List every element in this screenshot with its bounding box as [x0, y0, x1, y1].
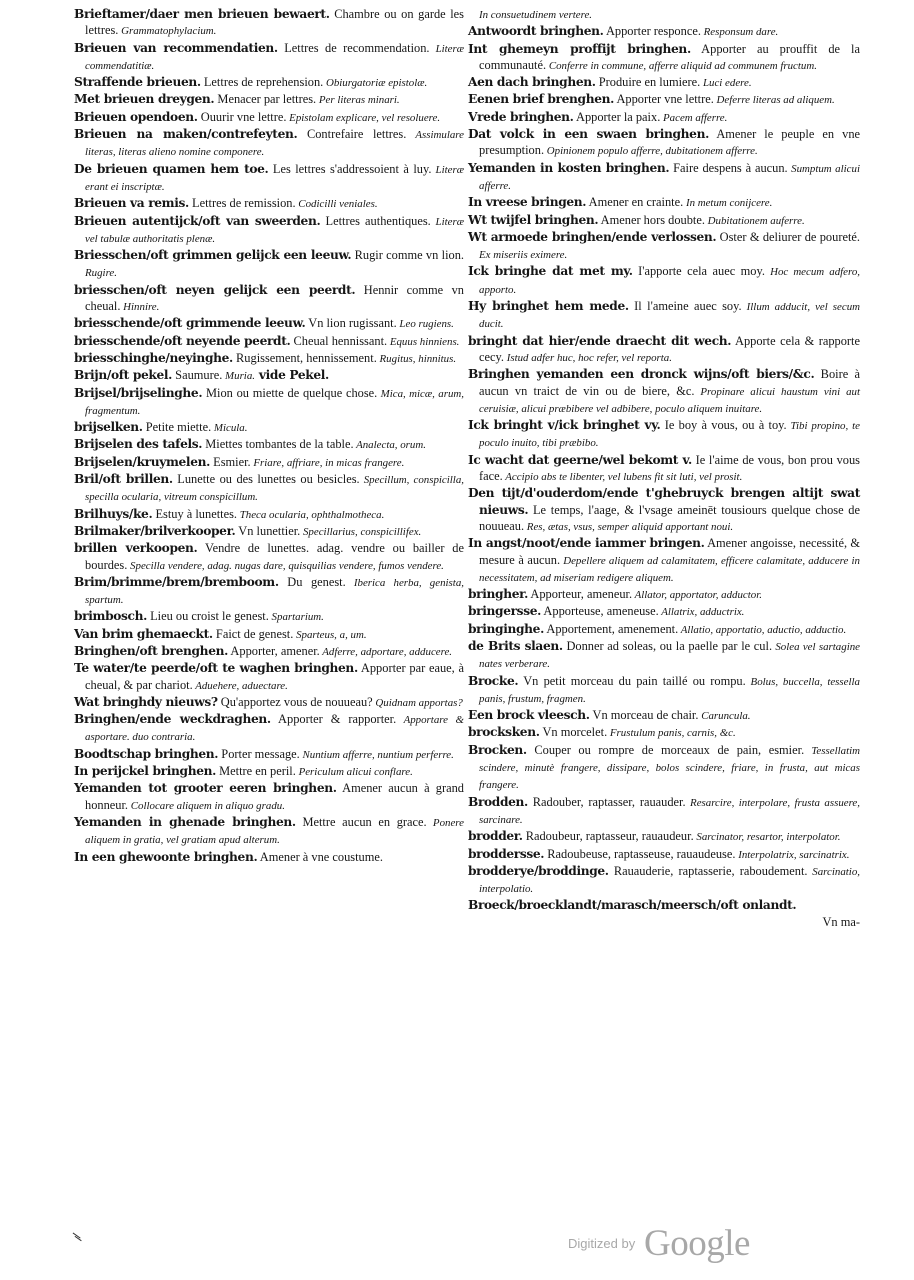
entry-latin: Tessellatim scindere, minutè frangere, dissipare, bolos scindere, friare, in frusta, aut micas frangere.: [479, 744, 860, 792]
entry-headword: Ick bringht v/ick bringhet vy.: [468, 418, 661, 433]
dictionary-entry: [74, 643, 464, 660]
entry-french: Apporteuse, ameneuse.: [541, 604, 659, 619]
dictionary-entry: [468, 724, 860, 741]
dictionary-entry: [74, 247, 464, 282]
entry-headword: Brijsel/brijselinghe.: [74, 385, 203, 400]
dictionary-entry: [74, 315, 464, 332]
entry-headword: Boodtschap bringhen.: [74, 746, 219, 761]
entry-latin: Bolus, buccella, tessella panis, frustum, fragmen.: [479, 675, 860, 705]
entry-headword: Ick bringhe dat met my.: [468, 264, 633, 279]
right-column: [468, 6, 860, 930]
entry-latin: Aduehere, aduectare.: [192, 679, 288, 692]
dictionary-entry: [468, 91, 860, 108]
dictionary-entry: [74, 6, 464, 40]
google-logo-text: Google: [644, 1223, 750, 1264]
dictionary-entry: [468, 417, 860, 452]
entry-french: Lettres authentiques.: [320, 213, 431, 228]
dictionary-entry: [74, 746, 464, 763]
entry-headword: de Brits slaen.: [468, 638, 563, 653]
entry-latin: Sarcinatio, interpolatio.: [479, 865, 860, 896]
entry-french: Menacer par lettres.: [214, 92, 317, 107]
entry-latin: Collocare aliquem in aliquo gradu.: [128, 799, 285, 812]
dictionary-entry: [468, 229, 860, 264]
entry-latin: Mica, micæ, arum, fragmentum.: [85, 387, 464, 417]
entry-latin: Grammatophylacium.: [118, 25, 217, 38]
entry-latin: Sumptum alicui afferre.: [479, 162, 860, 192]
entry-french: Les lettres s'addressoient à luy.: [268, 161, 432, 176]
entry-french: Vn lion rugissant.: [305, 316, 397, 331]
entry-latin: Quidnam apportas?: [372, 696, 463, 709]
entry-headword: In vreese bringen.: [468, 195, 587, 210]
dictionary-entry: [468, 794, 860, 829]
entry-french: Radoubeur, raptasseur, rauaudeur.: [522, 829, 694, 844]
entry-latin: Opinionem populo afferre, dubitationem afferre.: [544, 145, 758, 158]
entry-french: Radouber, raptasser, rauauder.: [527, 794, 686, 809]
entry-headword: Dat volck in een swaen bringhen.: [468, 127, 709, 142]
entry-french: Vendre de lunettes. adag. vendre ou bailler de bourdes.: [85, 541, 464, 572]
entry-french: Vn petit morceau du pain taillé ou rompu.: [518, 673, 746, 688]
entry-headword: Den tijt/d'ouderdom/ende t'ghebruyck brengen altijt swat nieuws.: [468, 486, 860, 517]
entry-headword: bringinghe.: [468, 621, 544, 636]
entry-french: Amener à vne coustume.: [257, 849, 383, 864]
entry-latin: In consuetudinem vertere.: [479, 9, 593, 21]
entry-headword: Int ghemeyn proffijt bringhen.: [468, 41, 691, 56]
entry-latin: Micula.: [211, 422, 248, 435]
entry-latin: Istud adfer huc, hoc refer, vel reporta.: [504, 351, 672, 364]
entry-french: Porter message.: [218, 746, 300, 761]
entry-latin: Sparteus, a, um.: [293, 628, 367, 641]
entry-french: Vn lunettier.: [235, 523, 301, 538]
entry-latin: Obiurgatoriæ epistolæ.: [323, 77, 428, 90]
dictionary-entry: [74, 126, 464, 161]
entry-latin: Muria.: [222, 370, 256, 383]
entry-headword: Antwoordt bringhen.: [468, 24, 604, 39]
entry-headword: Brodden.: [468, 794, 528, 809]
entry-headword: brimbosch.: [74, 609, 148, 624]
entry-latin: Theca ocularia, ophthalmotheca.: [237, 508, 385, 521]
entry-headword: brodderye/broddinge.: [468, 863, 609, 878]
dictionary-entry: [468, 897, 860, 913]
entry-french: Vn morcelet.: [539, 725, 608, 740]
dictionary-entry: [468, 263, 860, 298]
entry-latin: Nuntium afferre, nuntium perferre.: [299, 748, 454, 761]
dictionary-entry: [468, 485, 860, 535]
entry-headword: Ic wacht dat geerne/wel bekomt v.: [468, 452, 692, 467]
dictionary-entry: [74, 282, 464, 316]
dictionary-entry: [468, 194, 860, 211]
entry-headword: Brilhuys/ke.: [74, 506, 153, 521]
entry-headword: Brocke.: [468, 673, 519, 688]
entry-french: Lieu ou croist le genest.: [147, 609, 269, 624]
entry-headword: Brieuen autentijck/oft van sweerden.: [74, 213, 321, 228]
dictionary-entry: [468, 366, 860, 417]
dictionary-entry: [74, 849, 464, 865]
entry-latin: Codicilli veniales.: [295, 198, 378, 211]
dictionary-entry: [468, 6, 860, 23]
entry-latin: Hoc mecum adfero, apporto.: [479, 266, 860, 296]
entry-french: Amener aucun à grand honneur.: [85, 781, 464, 812]
dictionary-entry: [468, 126, 860, 160]
entry-headword: Yemanden in ghenade bringhen.: [74, 814, 296, 829]
entry-cross-reference: vide Pekel.: [255, 368, 329, 383]
entry-french: Estuy à lunettes.: [152, 506, 237, 521]
entry-headword: Hy bringhet hem mede.: [468, 299, 629, 314]
entry-headword: Brieftamer/daer men brieuen bewaert.: [74, 7, 330, 21]
entry-latin: Responsum dare.: [700, 26, 779, 39]
entry-french: Il l'ameine auec soy.: [628, 299, 742, 314]
entry-headword: brijselken.: [74, 420, 143, 435]
entry-headword: Brieuen van recommendatien.: [74, 40, 278, 55]
entry-latin: Analecta, orum.: [353, 439, 426, 452]
entry-latin: Epistolam explicare, vel resoluere.: [286, 111, 441, 124]
entry-french: Esmier.: [210, 454, 251, 469]
entry-latin: Specilla vendere, adag. nugas dare, quisquilias vendere, fumos vendere.: [127, 559, 444, 572]
entry-french: Apporteur, ameneur.: [527, 587, 633, 602]
entry-latin: Literæ commendatitiæ.: [85, 42, 465, 72]
entry-headword: Brieuen opendoen.: [74, 109, 198, 124]
dictionary-entry: [468, 333, 860, 367]
entry-french: Oster & deliurer de poureté.: [716, 229, 860, 244]
dictionary-entry: [468, 863, 860, 898]
entry-french: Radoubeuse, raptasseuse, rauaudeuse.: [544, 846, 736, 861]
entry-headword: Bringhen/oft brenghen.: [74, 643, 229, 658]
entry-headword: Brilmaker/brilverkooper.: [74, 523, 236, 538]
entry-french: Lettres de recommendation.: [277, 40, 430, 55]
entry-french: Petite miette.: [142, 420, 212, 435]
dictionary-entry: [468, 707, 860, 724]
entry-latin: Luci edere.: [700, 77, 752, 90]
entry-headword: bringersse.: [468, 604, 542, 619]
dictionary-entry: [74, 694, 464, 711]
entry-headword: briesschinghe/neyinghe.: [74, 350, 233, 365]
dictionary-entry: [74, 780, 464, 814]
entry-headword: Brocken.: [468, 742, 527, 757]
entry-headword: Bringhen/ende weckdraghen.: [74, 712, 271, 727]
entry-latin: Literæ erant ei inscriptæ.: [85, 163, 464, 193]
dictionary-entry: [74, 523, 464, 540]
dictionary-entry: [74, 814, 464, 849]
entry-french: Mion ou miette de quelque chose.: [202, 385, 378, 400]
entry-latin: Specillum, conspicilla, specilla ocularia, vitreum conspicillum.: [85, 474, 464, 504]
dictionary-entry: [468, 212, 860, 229]
entry-latin: Ex miseriis eximere.: [479, 249, 568, 262]
dictionary-entry: [74, 350, 464, 367]
entry-headword: Bringhen yemanden een dronck wijns/oft biers/&c.: [468, 367, 815, 382]
dictionary-entry: [74, 711, 464, 746]
entry-french: Ie l'aime de vous, bon prou vous face.: [479, 452, 861, 484]
entry-french: Apporter vne lettre.: [614, 92, 714, 107]
dictionary-entry: [468, 586, 860, 603]
entry-headword: brillen verkoopen.: [74, 541, 198, 556]
entry-french: Mettre aucun en grace.: [295, 814, 427, 829]
entry-headword: Yemanden tot grooter eeren bringhen.: [74, 781, 337, 796]
entry-headword: In angst/noot/ende iammer bringen.: [468, 536, 705, 551]
entry-latin: Tibi propino, te poculo inuito, tibi præbibo.: [479, 420, 860, 450]
dictionary-entry: [468, 846, 860, 863]
entry-headword: Eenen brief brenghen.: [468, 92, 615, 107]
entry-french: Lettres de reprehension.: [200, 75, 324, 90]
entry-headword: Met brieuen dreygen.: [74, 92, 215, 107]
entry-headword: Brieuen na maken/contrefeyten.: [74, 127, 298, 142]
dictionary-entry: [468, 109, 860, 126]
dictionary-entry: [468, 742, 860, 794]
dictionary-entry: [74, 660, 464, 694]
entry-latin: Illum adducit, vel secum ducit.: [479, 301, 861, 331]
entry-french: Mettre en peril.: [216, 764, 296, 779]
entry-headword: Te water/te peerde/oft te waghen bringhen.: [74, 661, 358, 676]
entry-french: Le temps, l'aage, & l'vsage ameinēt tousiours quelque chose de nouueau.: [479, 502, 860, 533]
entry-headword: brodder.: [468, 829, 523, 844]
entry-french: Apporter la paix.: [573, 109, 661, 124]
entry-latin: Frustulum panis, carnis, &c.: [607, 727, 736, 740]
entry-latin: Conferre in commune, afferre aliquid ad communem fructum.: [546, 59, 817, 72]
entry-latin: Caruncula.: [698, 710, 751, 723]
entry-headword: Wat bringhdy nieuws?: [74, 694, 218, 709]
dictionary-entry: [468, 621, 860, 638]
dictionary-entry: [468, 603, 860, 620]
entry-latin: Depellere aliquem ad calamitatem, efficere calamitate, adducere in necessitatem, ad miseriam redigere aliquem.: [479, 554, 860, 584]
entry-french: Rugissement, hennissement.: [232, 350, 377, 365]
entry-latin: Assimulare literas, literas alieno nomine componere.: [85, 129, 464, 159]
entry-latin: Allatio, apportatio, aductio, adductio.: [678, 623, 847, 636]
dictionary-entry: [74, 506, 464, 523]
entry-french: Qu'apportez vous de nouueau?: [217, 694, 373, 709]
entry-latin: Res, ætas, vsus, semper aliquid apportant noui.: [524, 520, 734, 533]
entry-latin: Rugitus, hinnitus.: [376, 352, 457, 365]
entry-french: Apporte cela & rapporte cecy.: [479, 333, 861, 364]
entry-latin: Propinare alicui haustum vini aut ceruisiæ, alicui præbibere vel adbibere, poculo aliquem inuitare.: [479, 385, 860, 415]
entry-headword: briesschen/oft neyen gelijck een peerdt.: [74, 282, 356, 297]
dictionary-entry: [74, 109, 464, 126]
entry-french: Produire en lumiere.: [595, 75, 701, 90]
entry-latin: Pacem afferre.: [660, 111, 728, 124]
dictionary-entry: [74, 540, 464, 574]
dictionary-entry: [468, 535, 860, 586]
entry-french: Du genest.: [278, 574, 346, 589]
dictionary-entry: [74, 161, 464, 196]
dictionary-entry: [468, 298, 860, 333]
entry-headword: Aen dach bringhen.: [468, 75, 596, 90]
entry-latin: Allator, apportator, adductor.: [632, 589, 762, 602]
entry-latin: Iberica herba, genista, spartum.: [85, 576, 464, 607]
dictionary-entry: [468, 828, 860, 845]
dictionary-entry: [74, 471, 464, 506]
entry-french: Lunette ou des lunettes ou besicles.: [172, 472, 360, 487]
entry-french: Saumure.: [172, 368, 223, 383]
entry-headword: briesschende/oft grimmende leeuw.: [74, 316, 306, 331]
entry-headword: bringher.: [468, 587, 528, 602]
entry-latin: Leo rugiens.: [396, 318, 454, 331]
entry-french: Faict de genest.: [212, 626, 294, 641]
dictionary-entry: [74, 385, 464, 420]
entry-headword: Broeck/broecklandt/marasch/meersch/oft onlandt.: [468, 898, 797, 913]
dictionary-entry: [74, 40, 464, 75]
entry-latin: Per literas minari.: [316, 94, 400, 107]
entry-headword: Wt armoede bringhen/ende verlossen.: [468, 229, 717, 244]
entry-latin: Resarcire, interpolare, frusta assuere, sarcinare.: [479, 796, 860, 826]
entry-french: Apporter au prouffit de la communauté.: [479, 41, 860, 72]
entry-latin: In metum conijcere.: [683, 197, 773, 210]
entry-headword: brocksken.: [468, 725, 540, 740]
dictionary-entry: [468, 638, 860, 673]
entry-french: Miettes tombantes de la table.: [202, 437, 354, 452]
entry-headword: Wt twijfel bringhen.: [468, 212, 599, 227]
entry-latin: Friare, affriare, in micas frangere.: [250, 456, 405, 469]
entry-french: Lettres de remission.: [188, 196, 296, 211]
entry-headword: In een ghewoonte bringhen.: [74, 849, 258, 864]
entry-french: Rugir comme vn lion.: [351, 248, 464, 263]
dictionary-entry: [74, 626, 464, 643]
entry-french: Couper ou rompre de morceaux de pain, esmier.: [526, 742, 805, 757]
entry-french: Ie boy à vous, ou à toy.: [660, 418, 787, 433]
entry-french: Apporter, amener.: [228, 643, 320, 658]
dictionary-entry: [468, 74, 860, 91]
entry-headword: Brieuen va remis.: [74, 196, 189, 211]
entry-latin: Specillarius, conspicillifex.: [300, 525, 422, 538]
entry-headword: Bril/oft brillen.: [74, 472, 173, 487]
entry-latin: Apportare & asportare. duo contraria.: [85, 714, 464, 744]
entry-french: Chambre ou on garde les lettres.: [85, 7, 464, 38]
google-digitized-watermark: [568, 1222, 764, 1262]
entry-latin: Interpolatrix, sarcinatrix.: [735, 848, 850, 861]
dictionary-entry: [74, 574, 464, 609]
entry-french: Apportement, amenement.: [543, 621, 679, 636]
dictionary-entry: [74, 454, 464, 471]
entry-french: Vn morceau de chair.: [589, 708, 699, 723]
page-corner-mark: [72, 1232, 84, 1241]
dictionary-entry: [74, 333, 464, 350]
dictionary-entry: [74, 213, 464, 248]
entry-french: Amener angoisse, necessité, & mesure à aucun.: [479, 536, 860, 567]
entry-headword: Brim/brimme/brem/bremboom.: [74, 574, 279, 589]
entry-french: Contrefaire lettres.: [297, 127, 407, 142]
entry-latin: Equus hinniens.: [387, 335, 460, 348]
entry-latin: Accipio abs te libenter, vel lubens fit sit luti, vel prosit.: [502, 471, 743, 484]
entry-french: Donner ad soleas, ou la paelle par le cul.: [562, 638, 773, 653]
entry-latin: Sarcinator, resartor, interpolator.: [693, 831, 841, 844]
entry-latin: Ponere aliquem in gratia, vel gratiam apud alterum.: [85, 816, 464, 847]
entry-headword: Yemanden in kosten bringhen.: [468, 160, 670, 175]
entry-french: Rauauderie, raptasserie, raboudement.: [608, 863, 808, 878]
entry-french: Hennir comme vn cheual.: [85, 282, 464, 314]
entry-latin: Spartarium.: [268, 611, 324, 624]
entry-headword: Van brim ghemaeckt.: [74, 626, 213, 641]
entry-french: Apporter par eaue, à cheual, & par chariot.: [85, 661, 464, 692]
dictionary-entry: [74, 195, 464, 212]
dictionary-entry: [468, 452, 860, 486]
dictionary-entry: [468, 41, 860, 75]
left-column: [74, 6, 464, 865]
entry-latin: Literæ vel tabulæ authoritatis plenæ.: [85, 215, 464, 245]
entry-french: Apporter responce.: [603, 24, 701, 39]
entry-headword: Brijselen des tafels.: [74, 437, 203, 452]
entry-latin: Allatrix, adductrix.: [658, 606, 745, 619]
entry-headword: De brieuen quamen hem toe.: [74, 161, 269, 176]
dictionary-entry: [74, 74, 464, 91]
entry-latin: Deferre literas ad aliquem.: [713, 94, 835, 107]
catchword: Vn ma-: [822, 914, 860, 929]
dictionary-entry: [74, 763, 464, 780]
entry-headword: Een brock vleesch.: [468, 708, 590, 723]
entry-headword: Vrede bringhen.: [468, 109, 574, 124]
dictionary-entry: [74, 367, 464, 384]
entry-latin: Periculum alicui conflare.: [295, 766, 413, 779]
entry-french: Apporter & rapporter.: [270, 712, 397, 727]
entry-latin: Hinnire.: [120, 301, 160, 314]
entry-french: Faire despens à aucun.: [669, 160, 788, 175]
entry-french: Cheual hennissant.: [290, 333, 388, 348]
dictionary-entry: [74, 436, 464, 453]
entry-french: Boire à aucun vn traict de vin ou de biere, &c.: [479, 367, 860, 398]
dictionary-entry: [468, 673, 860, 708]
entry-headword: Brijn/oft pekel.: [74, 368, 173, 383]
entry-latin: Rugire.: [85, 267, 117, 280]
digitized-by-label: Digitized by: [568, 1236, 636, 1251]
dictionary-entry: [468, 23, 860, 40]
entry-headword: Briesschen/oft grimmen gelijck een leeuw.: [74, 248, 352, 263]
dictionary-entry: [74, 608, 464, 625]
entry-latin: Dubitationem auferre.: [704, 214, 805, 227]
entry-headword: In perijckel bringhen.: [74, 764, 217, 779]
entry-french: I'apporte cela auec moy.: [632, 264, 765, 279]
entry-headword: Brijselen/kruymelen.: [74, 454, 211, 469]
entry-french: Ouurir vne lettre.: [197, 109, 287, 124]
dictionary-entry: [468, 160, 860, 195]
entry-headword: briesschende/oft neyende peerdt.: [74, 333, 291, 348]
entry-french: Amener le peuple en vne presumption.: [479, 127, 861, 158]
dictionary-entry: [74, 91, 464, 108]
entry-headword: broddersse.: [468, 846, 545, 861]
dictionary-entry: [74, 419, 464, 436]
entry-latin: Solea vel sartagine nates verberare.: [479, 640, 860, 671]
entry-french: Amener hors doubte.: [598, 212, 705, 227]
entry-headword: Straffende brieuen.: [74, 75, 201, 90]
entry-french: Amener en crainte.: [586, 195, 684, 210]
entry-headword: bringht dat hier/ende draecht dit wech.: [468, 333, 732, 348]
entry-latin: Adferre, adportare, adducere.: [319, 645, 453, 658]
